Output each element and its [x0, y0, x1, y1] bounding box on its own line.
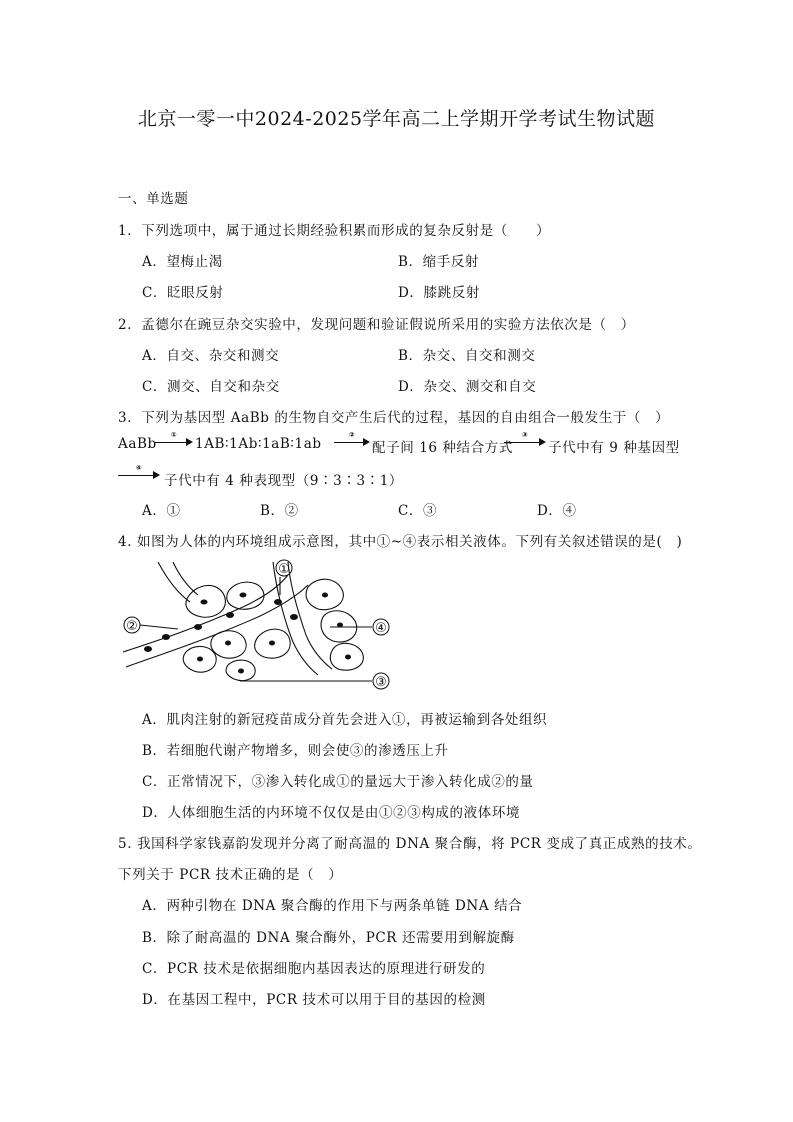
q4-option-d: D．人体细胞生活的内环境不仅仅是由①②③构成的液体环境 [142, 805, 521, 821]
q3-option-d: D．④ [537, 503, 577, 519]
flow-arrow-3 [504, 431, 546, 448]
arrow-label-2: ② [348, 431, 356, 439]
q2-option-a: A．自交、杂交和测交 [142, 348, 280, 364]
flow-genotype: AaBb [118, 436, 157, 452]
q2-option-c: C．测交、自交和杂交 [142, 379, 280, 395]
flow-arrow-1 [155, 431, 193, 448]
diagram-label-3: ③ [375, 675, 387, 690]
internal-environment-diagram [118, 557, 408, 692]
flow-genotypes: 子代中有 9 种基因型 [548, 440, 680, 456]
q5-option-c: C．PCR 技术是依据细胞内基因表达的原理进行研发的 [142, 961, 486, 977]
diagram-label-4: ④ [375, 621, 387, 636]
q1-option-b: B．缩手反射 [398, 254, 480, 270]
flow-gametes: 1AB∶1Ab∶1aB∶1ab [195, 436, 322, 452]
flow-arrow-4 [118, 464, 160, 481]
q4-option-a: A．肌肉注射的新冠疫苗成分首先会进入①，再被运输到各处组织 [142, 712, 548, 728]
q2-option-d: D．杂交、测交和自交 [398, 379, 537, 395]
q3-option-c: C．③ [398, 503, 438, 519]
diagram-label-1: ① [278, 562, 290, 577]
page-title: 北京一零一中2024-2025学年高二上学期开学考试生物试题 [137, 108, 656, 130]
arrow-label-1: ① [170, 431, 178, 439]
section-heading: 一、单选题 [118, 191, 189, 207]
flow-arrow-2 [334, 431, 370, 448]
diagram-label-2: ② [126, 619, 138, 634]
q5-option-b: B．除了耐高温的 DNA 聚合酶外，PCR 还需要用到解旋酶 [142, 930, 515, 946]
q1-option-d: D．膝跳反射 [398, 285, 480, 301]
q4-option-c: C．正常情况下，③渗入转化成①的量远大于渗入转化成②的量 [142, 774, 534, 790]
q3-process-flow [118, 431, 718, 494]
label-2-leader [140, 625, 178, 629]
arrow-label-4: ④ [135, 464, 143, 472]
q1-option-a: A．望梅止渴 [142, 254, 223, 270]
q4-option-b: B．若细胞代谢产物增多，则会使③的渗透压上升 [142, 743, 449, 759]
q2-option-b: B．杂交、自交和测交 [398, 348, 536, 364]
question-2-stem: 2．孟德尔在豌豆杂交实验中，发现问题和验证假说所采用的实验方法依次是（ ） [118, 317, 635, 333]
capillary-wall-upper [123, 575, 288, 652]
flow-phenotypes: 子代中有 4 种表现型（9∶3∶3∶1） [164, 473, 404, 489]
question-5-stem-line2: 下列关于 PCR 技术正确的是（ ） [118, 867, 343, 883]
q5-option-a: A．两种引物在 DNA 聚合酶的作用下与两条单链 DNA 结合 [142, 898, 523, 914]
question-1-stem: 1．下列选项中，属于通过长期经验积累而形成的复杂反射是（ ） [118, 223, 551, 239]
q1-option-c: C．眨眼反射 [142, 285, 224, 301]
arrow-label-3: ③ [521, 431, 529, 439]
question-4-stem: 4. 如图为人体的内环境组成示意图，其中①~④表示相关液体。下列有关叙述错误的是( ) [118, 534, 683, 550]
q5-option-d: D．在基因工程中，PCR 技术可以用于目的基因的检测 [142, 992, 486, 1008]
question-3-stem: 3．下列为基因型 AaBb 的生物自交产生后代的过程，基因的自由组合一般发生于（ ） [118, 410, 670, 426]
q3-option-a: A．① [142, 503, 181, 519]
question-5-stem: 5. 我国科学家钱嘉韵发现并分离了耐高温的 DNA 聚合酶，将 PCR 变成了真正成熟的技术。 [118, 836, 702, 852]
flow-combinations: 配子间 16 种结合方式 [372, 440, 513, 456]
q3-option-b: B．② [260, 503, 299, 519]
